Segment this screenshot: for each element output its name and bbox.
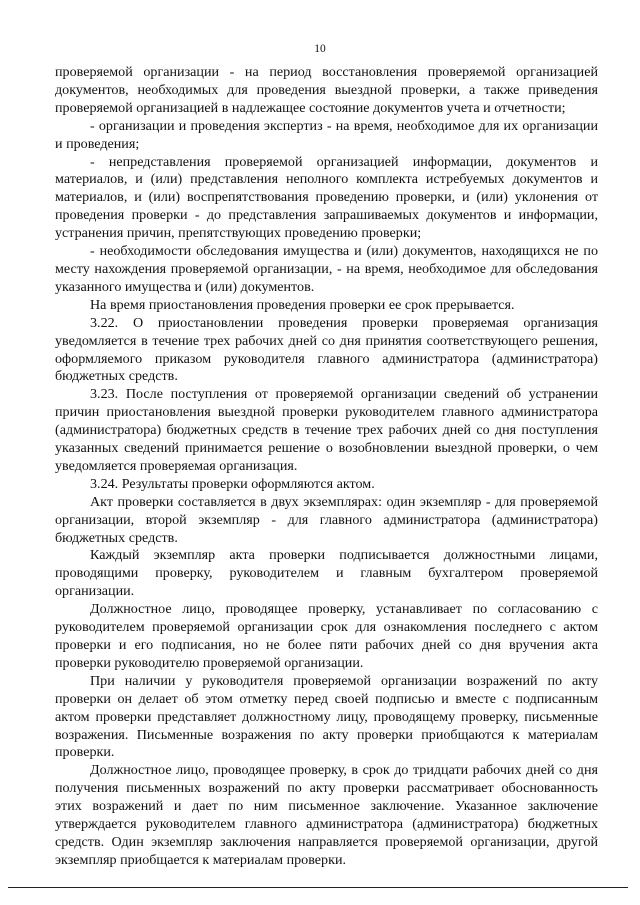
paragraph: проверяемой организации - на период восстановления проверяемой организацией документов, необходимых для проведения выездной проверки, а также приведения проверяемой организацией в надлежащее состояние документов учета и отчетности; <box>55 64 598 116</box>
paragraph: 3.23. После поступления от проверяемой организации сведений об устранении причин приостановления выездной проверки руководителем главного администратора (администратора) бюджетных средств в течение трех рабочих дней со дня поступления указанных сведений принимается решение о возобновлении выездной проверки, о чем уведомляется проверяемая организация. <box>55 386 598 474</box>
document-body <box>55 64 598 870</box>
paragraph: - необходимости обследования имущества и (или) документов, находящихся не по месту нахождения проверяемой организации, - на время, необходимое для обследования указанного имущества и (или) документов. <box>55 243 598 295</box>
paragraph: 3.22. О приостановлении проведения проверки проверяемая организация уведомляется в течение трех рабочих дней со дня принятия соответствующего решения, оформляемого приказом руководителя главного администратора (администратора) бюджетных средств. <box>55 314 598 385</box>
paragraph: Каждый экземпляр акта проверки подписывается должностными лицами, проводящими проверку, руководителем и главным бухгалтером проверяемой организации. <box>55 547 598 600</box>
bottom-rule <box>8 887 628 888</box>
paragraph: Должностное лицо, проводящее проверку, устанавливает по согласованию с руководителем проверяемой организации срок для ознакомления последнего с актом проверки и его подписания, но не более пяти рабочих дней со дня вручения акта проверки руководителю проверяемой организации. <box>55 601 598 671</box>
page-number: 10 <box>314 43 326 55</box>
paragraph: - непредставления проверяемой организацией информации, документов и материалов, и (или) представления неполного комплекта истребуемых документов и материалов, и (или) воспрепятствования проведению проверки, и (или) уклонения от проведения проверки - до представления запрашиваемых документов и информации, устранения причин, препятствующих проведению проверки; <box>55 153 598 242</box>
paragraph: Должностное лицо, проводящее проверку, в срок до тридцати рабочих дней со дня получения письменных возражений по акту проверки рассматривает обоснованность этих возражений и дает по ним письменное заключение. Указанное заключение утверждается руководителем главного администратора (администратора) бюджетных средств. Один экземпляр заключения направляется проверяемой организации, другой экземпляр приобщается к материалам проверки. <box>55 762 598 868</box>
paragraph: - организации и проведения экспертиз - на время, необходимое для их организации и проведения; <box>55 117 598 152</box>
paragraph: Акт проверки составляется в двух экземплярах: один экземпляр - для проверяемой организации, второй экземпляр - для главного администратора (администратора) бюджетных средств. <box>55 493 598 546</box>
paragraph: На время приостановления проведения проверки ее срок прерывается. <box>90 296 515 313</box>
paragraph: При наличии у руководителя проверяемой организации возражений по акту проверки он делает об этом отметку перед своей подписью и вместе с подписанным актом проверки представляет должностному лицу, проводящему проверку, письменные возражения. Письменные возражения по акту проверки приобщаются к материалам проверки. <box>55 672 598 761</box>
paragraph: 3.24. Результаты проверки оформляются актом. <box>90 475 375 492</box>
